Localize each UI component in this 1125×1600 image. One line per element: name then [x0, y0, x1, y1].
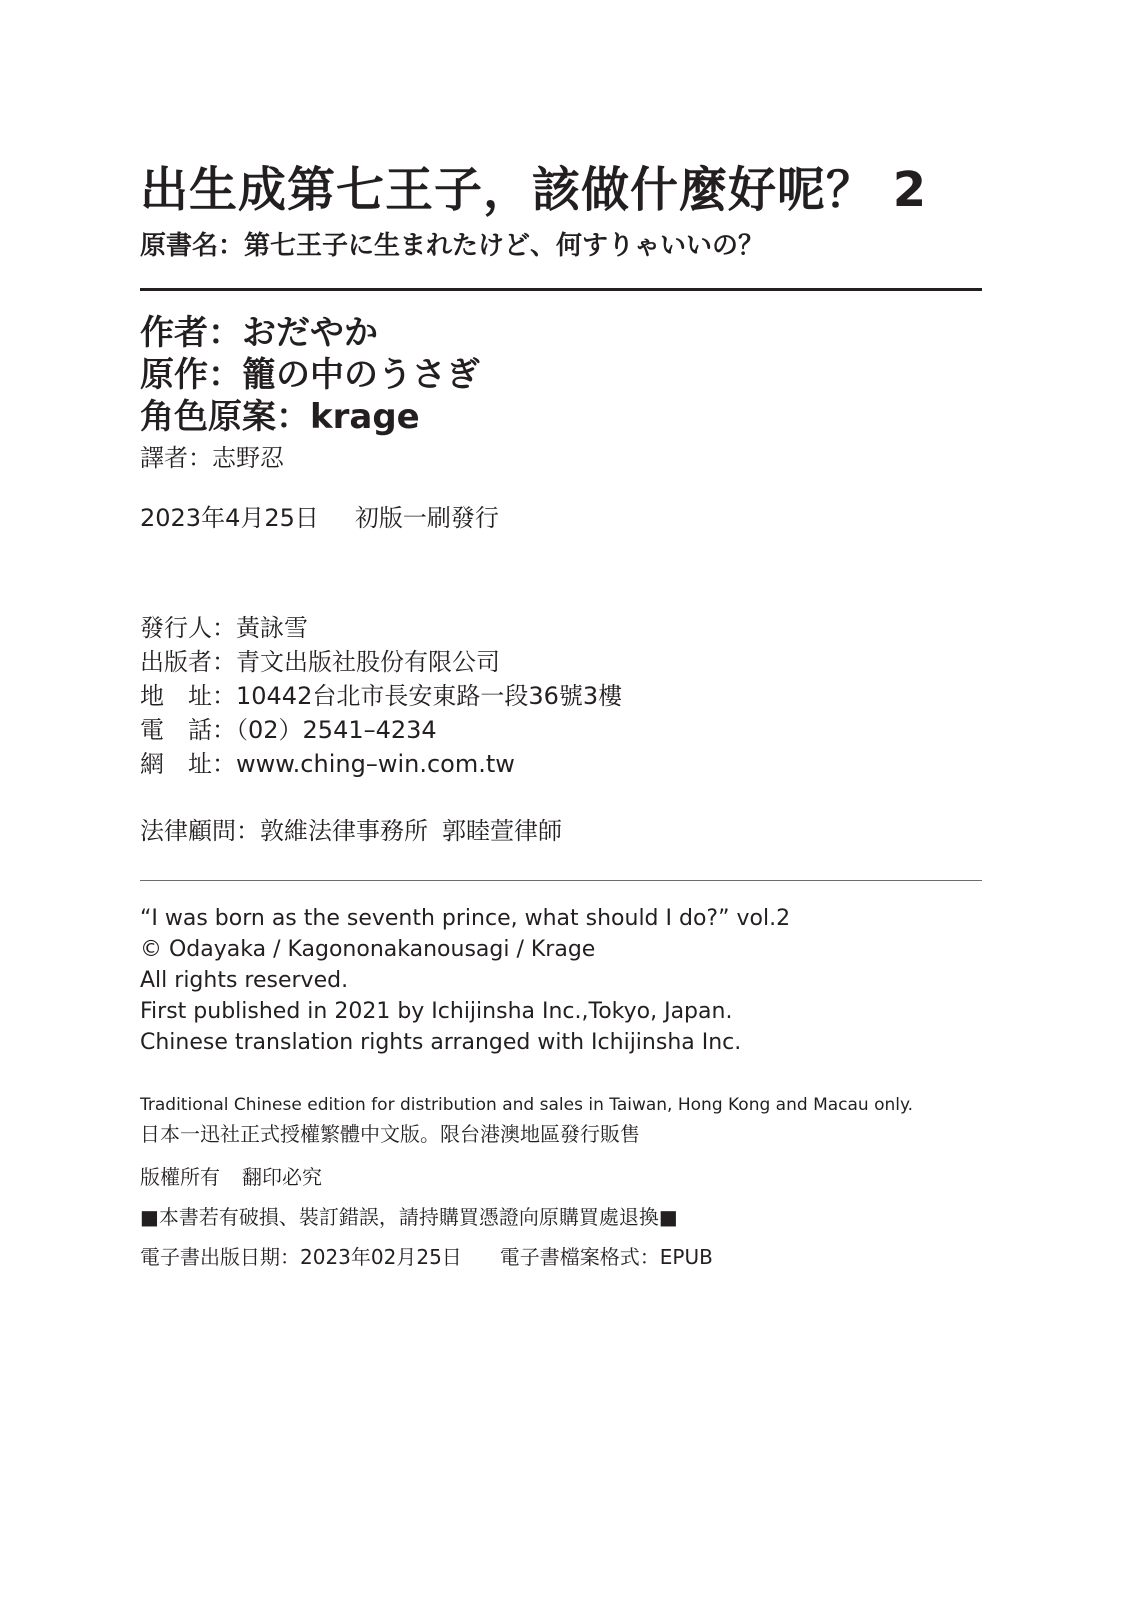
ebook-format: 電子書檔案格式：EPUB — [499, 1245, 713, 1269]
character-design-credit: 角色原案：krage — [140, 397, 420, 437]
original-work-credit: 原作：籠の中のうさぎ — [140, 355, 480, 395]
first-published-line: First published in 2021 by Ichijinsha Inc.,Tokyo, Japan. — [140, 999, 733, 1024]
translation-rights-line: Chinese translation rights arranged with Ichijinsha Inc. — [140, 1030, 742, 1055]
publisher-line: 出版者：青文出版社股份有限公司 — [140, 648, 500, 676]
legal-counsel-name: 郭睦萱律師 — [442, 817, 562, 845]
distribution-notice-zh: 日本一迅社正式授權繁體中文版。限台港澳地區發行販售 — [140, 1122, 640, 1146]
issuer-line: 發行人：黃詠雪 — [140, 614, 308, 642]
translator-credit: 譯者：志野忍 — [140, 444, 284, 472]
phone-line: 電 話：（02）2541–4234 — [140, 716, 437, 744]
copyright-holders-line: © Odayaka / Kagononakanousagi / Krage — [140, 937, 596, 962]
author-credit: 作者：おだやか — [140, 313, 378, 353]
legal-counsel-label: 法律顧問：敦維法律事務所 — [140, 817, 428, 845]
ebook-date: 電子書出版日期：2023年02月25日 — [140, 1245, 462, 1269]
distribution-notice-en: Traditional Chinese edition for distribution and sales in Taiwan, Hong Kong and Macau only. — [140, 1095, 914, 1115]
defect-notice: ■本書若有破損、裝訂錯誤，請持購買憑證向原購買處退換■ — [140, 1205, 678, 1229]
release-date: 2023年4月25日 — [140, 504, 319, 532]
english-title-line: “I was born as the seventh prince, what should I do?” vol.2 — [140, 906, 791, 931]
original-title: 原書名：第七王子に生まれたけど、何すりゃいいの？ — [140, 231, 765, 261]
book-title: 出生成第七王子，該做什麼好呢？ 2 — [140, 162, 928, 218]
website-line: 網 址：www.ching–win.com.tw — [140, 750, 515, 778]
thick-divider — [140, 288, 982, 291]
ebook-info-line — [140, 1243, 713, 1271]
release-edition: 初版一刷發行 — [354, 504, 499, 532]
copyright-notice-b: 翻印必究 — [242, 1165, 322, 1189]
legal-counsel-line — [140, 815, 562, 847]
thin-divider — [140, 880, 982, 881]
copyright-notice-a: 版權所有 — [140, 1165, 220, 1189]
rights-reserved-line: All rights reserved. — [140, 968, 349, 993]
release-line — [140, 502, 499, 534]
copyright-notice — [140, 1163, 322, 1191]
address-line: 地 址：10442台北市長安東路一段36號3樓 — [140, 682, 623, 710]
